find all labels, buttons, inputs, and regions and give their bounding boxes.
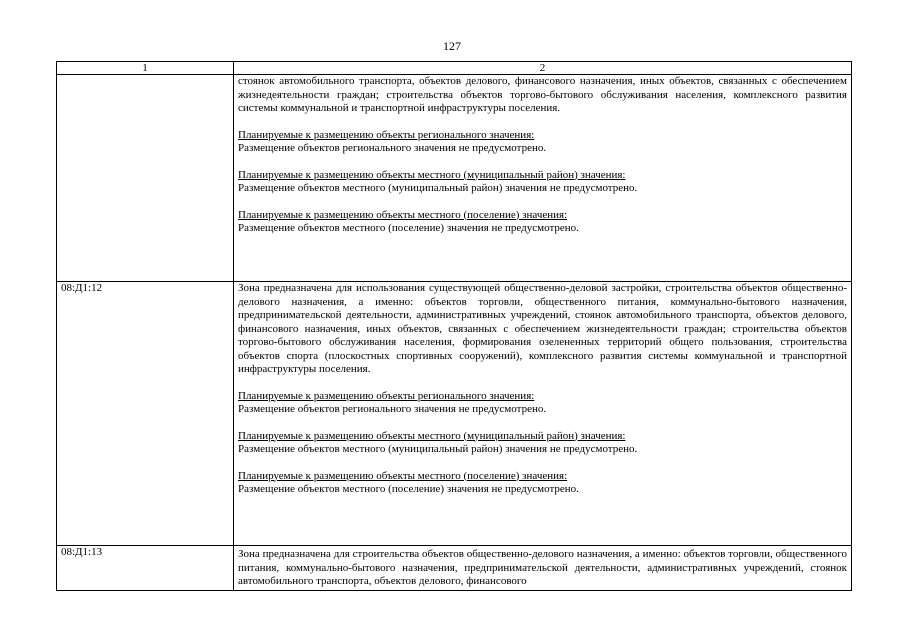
zone-description-paragraph: Зона предназначена для использования существующей общественно-деловой застройки, строительства объектов общественно-делового назначения, а именно: объектов торговли, общественного питания, коммунально-бытового назначения, предпринимательской деятельности, административных учреждений, стоянок автомобильного транспорта, объектов делового, финансового назначения, иных объектов, связанных с обеспечением жизнедеятельности граждан; строительства объектов торгово-бытового обслуживания населения, формирования озелененных территорий общего пользования, строительства объектов спорта (плоскостных спортивных сооружений), комплексного развития системы коммунальной и транспортной инфраструктуры поселения. (238, 282, 847, 375)
district-objects-block (238, 169, 847, 196)
regional-objects-text: Размещение объектов регионального значения не предусмотрено. (238, 142, 547, 154)
district-objects-text: Размещение объектов местного (муниципальный район) значения не предусмотрено. (238, 443, 638, 455)
table-row (57, 282, 852, 546)
zone-description-paragraph: Зона предназначена для строительства объектов общественно-делового назначения, а именно: объектов торговли, общественного питания, коммунально-бытового назначения, предпринимательской деятельности, административных учреждений, стоянок автомобильного транспорта, объектов делового, финансового (238, 548, 847, 587)
zone-table (56, 61, 852, 591)
table-header-row (57, 62, 852, 75)
zone-description-cell (234, 75, 852, 282)
settlement-objects-heading: Планируемые к размещению объекты местного (поселение) значения: (238, 469, 568, 482)
zone-description-cell (234, 546, 852, 591)
regional-objects-text: Размещение объектов регионального значения не предусмотрено. (238, 403, 547, 415)
district-objects-block (238, 430, 847, 457)
district-objects-heading: Планируемые к размещению объекты местного (муниципальный район) значения: (238, 429, 626, 442)
page-number: 127 (443, 39, 461, 53)
settlement-objects-heading: Планируемые к размещению объекты местного (поселение) значения: (238, 208, 568, 221)
settlement-objects-text: Размещение объектов местного (поселение) значения не предусмотрено. (238, 483, 579, 495)
table-row (57, 546, 852, 591)
settlement-objects-text: Размещение объектов местного (поселение) значения не предусмотрено. (238, 222, 579, 234)
zone-code-cell: 08:Д1:12 (57, 282, 234, 546)
regional-objects-heading: Планируемые к размещению объекты регионального значения: (238, 389, 535, 402)
zone-code-cell: 08:Д1:13 (57, 546, 234, 591)
column-header-1: 1 (57, 62, 234, 75)
column-header-2: 2 (234, 62, 852, 75)
zone-description-paragraph: стоянок автомобильного транспорта, объектов делового, финансового назначения, иных объектов, связанных с обеспечением жизнедеятельности граждан; строительства объектов торгово-бытового обслуживания населения, комплексного развития системы коммунальной и транспортной инфраструктуры поселения. (238, 75, 847, 114)
zone-code-cell (57, 75, 234, 282)
regional-objects-heading: Планируемые к размещению объекты регионального значения: (238, 128, 535, 141)
zone-description-cell (234, 282, 852, 546)
regional-objects-block (238, 129, 847, 156)
regional-objects-block (238, 390, 847, 417)
settlement-objects-block (238, 470, 847, 497)
district-objects-heading: Планируемые к размещению объекты местного (муниципальный район) значения: (238, 168, 626, 181)
district-objects-text: Размещение объектов местного (муниципальный район) значения не предусмотрено. (238, 182, 638, 194)
table-row (57, 75, 852, 282)
settlement-objects-block (238, 209, 847, 236)
